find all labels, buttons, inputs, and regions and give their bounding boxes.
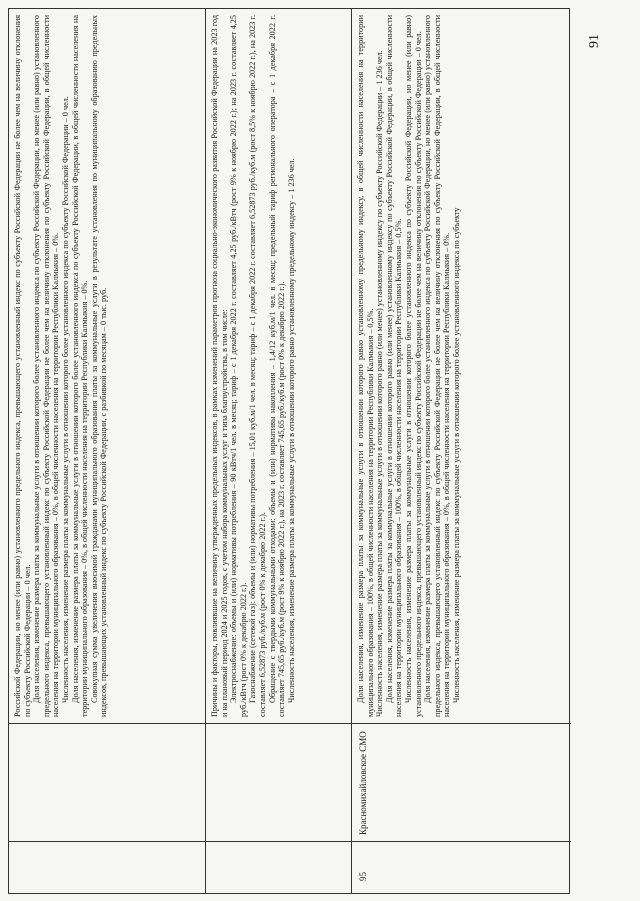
paragraph: Доля населения, изменение размера платы за коммунальные услуги в отношении которого более установленного индекса по субъекту Российской Федерации, в общей численности населения на территории муниципального образования – 0%, в общей численности населения на территории Республики Калмыкия – 0%. — [70, 15, 90, 717]
row-name-cell — [352, 723, 571, 841]
row-text-cell — [206, 9, 351, 723]
table-row — [351, 9, 571, 893]
paragraph: Обращение с твердыми коммунальными отходами: объемы и (или) нормативы накопления – 1,4/12 куб.м/1 чел. в месяц; предельный тариф регионального оператора – с 1 декабря 2022 г. составляет 745,65 руб./куб.м (рост 9% к ноябрю 2022 г.), на 2023 г. составляет 745,65 руб./куб.м (рост 0% к декабрю 2022 г.). — [267, 15, 287, 717]
paragraph: Газоснабжение (сетевой газ): объемы и (или) нормативы потребления – 15,01 куб.м/1 чел. в месяц; тариф – с 1 декабря 2022 г. составляет 6,52873 руб./куб.м (рост 8,5% к ноябрю 2022 г.), на 2023 г. составляет 6,52873 руб./куб.м (рост 0% к декабрю 2022 г.). — [248, 15, 267, 717]
paragraph: Численность населения, изменение размера платы за коммунальные услуги в отношении которого более установленного индекса по субъекту — [451, 207, 461, 703]
paragraph: Доля населения, изменение размера платы за коммунальные услуги в отношении которого более установленного индекса по субъекту Российской Федерации, но менее (или равно) установленного предельного индекса, превышающего установленный индекс по субъекту Российской Федерации не более чем на величину отклонения по субъекту Российской Федерации, в общей численности населения на территории муниципального образования – 0%, в общей численности населения на территории Республики Калмыкия – 0%. — [32, 15, 61, 717]
row-number: 95 — [358, 872, 368, 881]
paragraph: Доля населения, изменение размера платы за коммунальные услуги в отношении которого более установленного индекса по субъекту Российской Федерации, но менее (или равно) установленного предельного индекса, превышающего установленный индекс по субъекту Российской Федерации не более чем на величину отклонения по субъекту Российской Федерации, в общей численности населения на территории муниципального образования – 0%, в общей численности населения на территории Республики Калмыкия – 0%. — [423, 15, 452, 717]
paragraph: Причины и факторы, повлиявшие на величину утвержденных предельных индексов, в рамках изменений параметров прогноза социально-экономического развития Российской Федерации на 2023 год и на плановый период 2024 и 2025 годов, с учетом набора коммунальных услуг и типа благоустройства, в том числе: — [210, 15, 229, 717]
paragraph: Доля населения, изменение размера платы за коммунальные услуги в отношении которого равно установленному предельному индексу, в общей численности населения на территории муниципального образования – 100%, в общей численности населения на территории Республики Калмыкия – 0,5%. — [356, 15, 375, 717]
row-name-cell — [206, 723, 351, 841]
row-number-cell — [352, 841, 571, 893]
paragraph: Численность населения, изменение размера платы за коммунальные услуги в отношении которого более установленного индекса по субъекту Российской Федерации, но менее (или равно) установленного предельного индекса, превышающего установленный индекс по субъекту Российской Федерации не более чем на величину отклонения по субъекту Российской Федерации – 0 чел. — [403, 15, 423, 717]
paragraph: Численность населения, изменение размера платы за коммунальные услуги в отношении которого более установленного индекса по субъекту Российской Федерации – 0 чел. — [60, 96, 70, 703]
paragraph: Доля населения, изменение размера платы за коммунальные услуги в отношении которого равно (или менее) установленному индексу по субъекту Российской Федерации, в общей численности населения на территории муниципального образования – 100%, в общей численности населения на территории Республики Калмыкия – 0,5%. — [384, 15, 404, 717]
page-number: 91 — [587, 34, 602, 48]
paragraph: Численность населения, изменение размера платы за коммунальные услуги в отношении которого равно установленному предельному индексу – 1 236 чел. — [286, 158, 296, 703]
paragraph: Электроснабжение: объемы и (или) нормативы потребления – 90 кВтч/1 чел. в месяц; тариф – с 1 декабря 2022 г. составляет 4,25 руб./кВтч (рост 9% к ноябрю 2022 г.); на 2023 г. составляет 4,25 руб./кВтч (рост 0% к декабрю 2022 г.). — [229, 15, 248, 717]
paragraph: Численность населения, изменение размера платы за коммунальные услуги в отношении которого равно (или менее) установленному индексу по субъекту Российской Федерации – 1 236 чел. — [375, 50, 385, 717]
row-text-cell — [9, 9, 205, 723]
rotated-sheet — [8, 8, 630, 894]
paragraph: Российской Федерации, но менее (или равно) установленного предельного индекса, превышающего установленный индекс по субъекту Российской Федерации не более чем на величину отклонения по субъекту Российской Федерации – 0 чел. — [13, 15, 32, 717]
row-name-cell — [9, 723, 205, 841]
municipality-name: Красномихайловское СМО — [358, 731, 368, 835]
table-row — [9, 9, 205, 893]
data-table — [8, 8, 570, 894]
table-row — [205, 9, 351, 893]
paragraph: Совокупная сумма увеличения вносимой гражданами муниципального образования платы за коммунальные услуги в результате установления по муниципальному образованию предельных индексов, превышающих установленный индекс по субъекту Российской Федерации, с разбивкой по месяцам – 0 тыс. руб. — [89, 15, 109, 717]
row-number-cell — [9, 841, 205, 893]
row-text-cell — [352, 9, 571, 723]
row-number-cell — [206, 841, 351, 893]
